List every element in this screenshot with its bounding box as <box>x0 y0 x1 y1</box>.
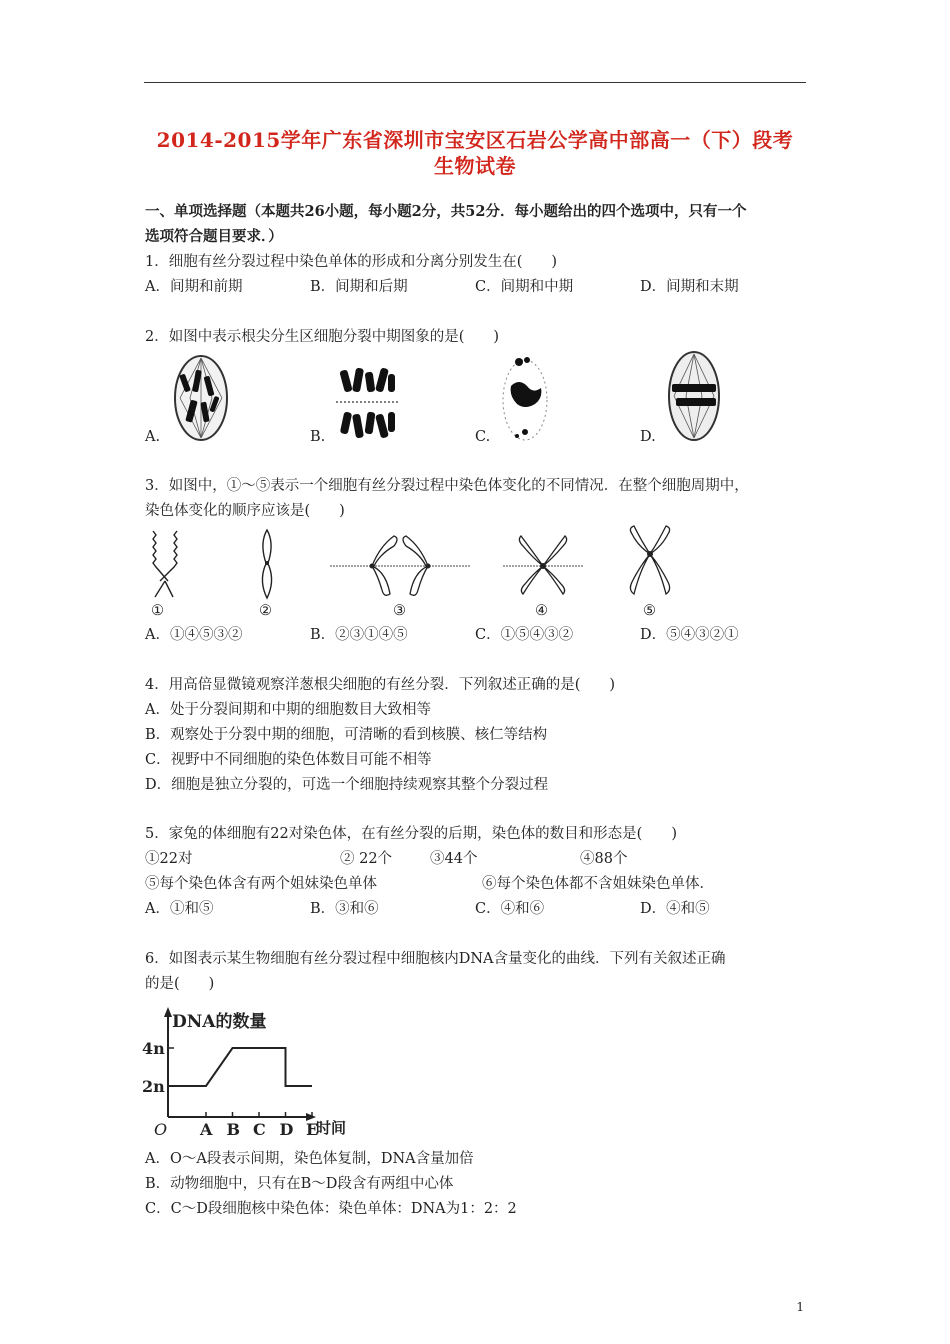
cell-image-b <box>332 364 404 442</box>
q5-item-1: ①22对 <box>145 851 193 867</box>
q1-option-a: A．间期和前期 <box>145 279 243 295</box>
section-heading-line2: 选项符合题目要求．） <box>145 228 283 245</box>
x-tick-label: A <box>200 1120 213 1139</box>
q1-option-d: D．间期和末期 <box>640 279 739 295</box>
q2-label-a: A. <box>145 429 161 445</box>
cell-image-d <box>664 348 724 444</box>
x-tick-label: B <box>226 1120 241 1139</box>
page-number: 1 <box>796 1300 804 1314</box>
section-heading-line1: 一、单项选择题（本题共26小题，每小题2分，共52分．每小题给出的四个选项中，只有一个 <box>145 203 747 220</box>
q5-option-b: B．③和⑥ <box>310 901 379 917</box>
q5-option-a: A．①和⑤ <box>145 901 214 917</box>
q4-option-b: B．观察处于分裂中期的细胞，可清晰的看到核膜、核仁等结构 <box>145 727 548 743</box>
y-axis-label: DNA的数量 <box>172 1012 267 1032</box>
x-tick-label: E <box>306 1120 319 1139</box>
chromosome-label-2: ② <box>259 603 272 619</box>
paper-title-line1: 2014-2015学年广东省深圳市宝安区石岩公学高中部高一（下）段考 <box>156 128 794 152</box>
q5-option-c: C．④和⑥ <box>475 901 545 917</box>
chromosome-figure-2 <box>256 528 278 600</box>
q1-stem: 1．细胞有丝分裂过程中染色单体的形成和分离分别发生在( ) <box>145 254 558 270</box>
q1-option-c: C．间期和中期 <box>475 279 574 295</box>
chromosome-figure-5 <box>622 522 678 600</box>
origin-label: O <box>154 1120 168 1139</box>
q2-label-c: C. <box>475 429 491 445</box>
cell-image-c <box>497 352 553 444</box>
dna-content-chart <box>140 1005 370 1145</box>
chromosome-figure-3 <box>330 530 470 600</box>
q6-option-c: C．C～D段细胞核中染色体：染色单体：DNA为1：2：2 <box>145 1201 517 1217</box>
q4-option-a: A．处于分裂间期和中期的细胞数目大致相等 <box>145 702 431 718</box>
q5-item-5: ⑤每个染色体含有两个姐妹染色单体 <box>145 876 377 892</box>
y-tick-label: 4n <box>142 1039 165 1058</box>
q3-option-d: D．⑤④③②① <box>640 627 739 643</box>
x-tick-label: D <box>279 1120 294 1139</box>
q5-item-6: ⑥每个染色体都不含姐妹染色单体． <box>482 876 714 892</box>
q6-option-b: B．动物细胞中，只有在B～D段含有两组中心体 <box>145 1176 454 1192</box>
chromosome-label-5: ⑤ <box>643 603 656 619</box>
chromosome-label-3: ③ <box>393 603 406 619</box>
y-axis-arrow <box>164 1007 172 1017</box>
q5-stem: 5．家兔的体细胞有22对染色体，在有丝分裂的后期，染色体的数目和形态是( ) <box>145 826 677 842</box>
header-rule <box>144 82 806 83</box>
chromosome-figure-1 <box>145 525 185 603</box>
q4-option-c: C．视野中不同细胞的染色体数目可能不相等 <box>145 752 432 768</box>
paper-title-line2: 生物试卷 <box>434 154 516 178</box>
q5-item-2: ② 22个 <box>340 851 393 867</box>
q5-item-4: ④88个 <box>580 851 628 867</box>
y-tick-label: 2n <box>142 1077 165 1096</box>
q3-stem-line1: 3．如图中，①～⑤表示一个细胞有丝分裂过程中染色体变化的不同情况．在整个细胞周期中， <box>145 478 749 494</box>
q2-label-d: D. <box>640 429 656 445</box>
q6-option-a: A．O～A段表示间期，染色体复制，DNA含量加倍 <box>145 1151 474 1167</box>
q3-option-c: C．①⑤④③② <box>475 627 574 643</box>
q1-option-b: B．间期和后期 <box>310 279 408 295</box>
chromosome-figure-4 <box>503 528 583 600</box>
q6-stem-line1: 6．如图表示某生物细胞有丝分裂过程中细胞核内DNA含量变化的曲线．下列有关叙述正确 <box>145 951 726 967</box>
cell-image-a <box>166 352 236 444</box>
q5-item-3: ③44个 <box>430 851 478 867</box>
chromosome-label-1: ① <box>151 603 164 619</box>
q2-label-b: B. <box>310 429 326 445</box>
q5-option-d: D．④和⑤ <box>640 901 710 917</box>
q3-stem-line2: 染色体变化的顺序应该是( ) <box>145 503 345 519</box>
q3-option-b: B．②③①④⑤ <box>310 627 408 643</box>
q2-stem: 2．如图中表示根尖分生区细胞分裂中期图象的是( ) <box>145 329 500 345</box>
q4-option-d: D．细胞是独立分裂的，可选一个细胞持续观察其整个分裂过程 <box>145 777 549 793</box>
x-axis-label: 时间 <box>316 1119 347 1137</box>
dna-curve <box>168 1048 312 1086</box>
q4-stem: 4．用高倍显微镜观察洋葱根尖细胞的有丝分裂．下列叙述正确的是( ) <box>145 677 616 693</box>
q3-option-a: A．①④⑤③② <box>145 627 243 643</box>
chromosome-label-4: ④ <box>535 603 548 619</box>
q6-stem-line2: 的是( ) <box>145 976 215 992</box>
x-tick-label: C <box>253 1120 266 1139</box>
